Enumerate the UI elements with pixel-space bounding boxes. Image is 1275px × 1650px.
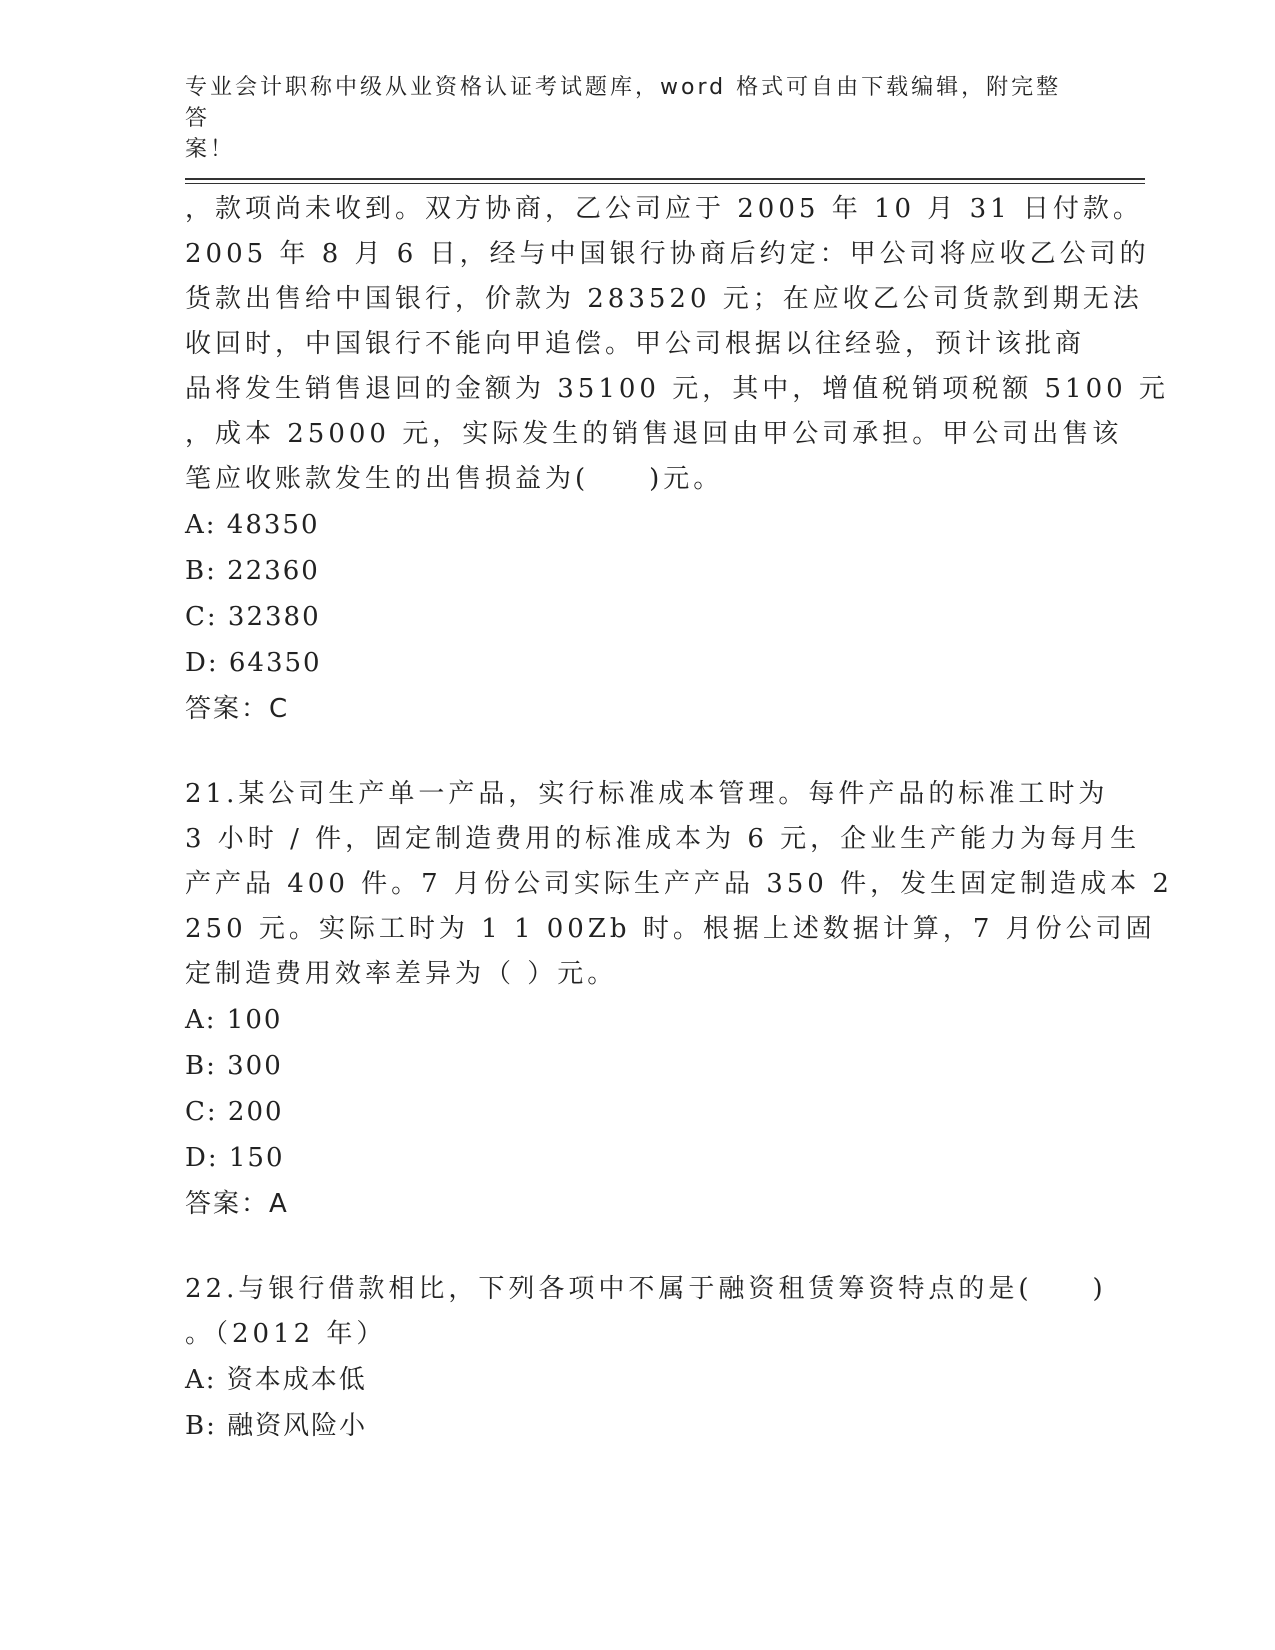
- question-20: [185, 187, 1169, 732]
- question-text-line: 笔应收账款发生的出售损益为( )元。: [185, 464, 724, 494]
- question-text-line: 22.与银行借款相比，下列各项中不属于融资租赁筹资特点的是( ): [185, 1274, 1107, 1304]
- answer-label: 答案：A: [185, 1189, 289, 1219]
- header-line-1: 专业会计职称中级从业资格认证考试题库，word 格式可自由下载编辑，附完整答: [185, 75, 1062, 131]
- option-c: C: 32380: [185, 602, 321, 632]
- question-text-line: ，款项尚未收到。双方协商，乙公司应于 2005 年 10 月 31 日付款。: [185, 194, 1143, 224]
- question-22: [185, 1267, 1107, 1449]
- spacer: [185, 732, 1085, 772]
- answer-label: 答案：C: [185, 694, 290, 724]
- header-rule-thick: [185, 178, 1145, 180]
- page-header: [185, 72, 1065, 165]
- header-line-2: 案！: [185, 137, 236, 162]
- question-text-line: ，成本 25000 元，实际发生的销售退回由甲公司承担。甲公司出售该: [185, 419, 1123, 449]
- question-text-line: 3 小时 / 件，固定制造费用的标准成本为 6 元，企业生产能力为每月生: [185, 824, 1141, 854]
- option-a: A: 资本成本低: [185, 1365, 367, 1395]
- option-c: C: 200: [185, 1097, 284, 1127]
- question-text-line: 。（2012 年）: [185, 1319, 387, 1349]
- option-b: B: 300: [185, 1051, 283, 1081]
- question-text-line: 2005 年 8 月 6 日，经与中国银行协商后约定：甲公司将应收乙公司的: [185, 239, 1150, 269]
- option-b: B: 22360: [185, 556, 320, 586]
- spacer: [185, 1227, 1085, 1267]
- question-text-line: 货款出售给中国银行，价款为 283520 元；在应收乙公司货款到期无法: [185, 284, 1143, 314]
- question-text-line: 250 元。实际工时为 1 1 00Zb 时。根据上述数据计算，7 月份公司固: [185, 914, 1156, 944]
- question-text-line: 品将发生销售退回的金额为 35100 元，其中，增值税销项税额 5100 元: [185, 374, 1169, 404]
- question-text-line: 定制造费用效率差异为（ ）元。: [185, 959, 618, 989]
- option-a: A: 48350: [185, 510, 320, 540]
- question-text-line: 21.某公司生产单一产品，实行标准成本管理。每件产品的标准工时为: [185, 779, 1109, 809]
- option-b: B: 融资风险小: [185, 1411, 368, 1441]
- question-text-line: 产产品 400 件。7 月份公司实际生产产品 350 件，发生固定制造成本 2: [185, 869, 1173, 899]
- header-rule-thin: [185, 183, 1145, 184]
- question-text-line: 收回时，中国银行不能向甲追偿。甲公司根据以往经验，预计该批商: [185, 329, 1086, 359]
- question-21: [185, 772, 1173, 1227]
- question-content: [185, 187, 1173, 1449]
- option-a: A: 100: [185, 1005, 283, 1035]
- option-d: D: 64350: [185, 648, 322, 678]
- option-d: D: 150: [185, 1143, 285, 1173]
